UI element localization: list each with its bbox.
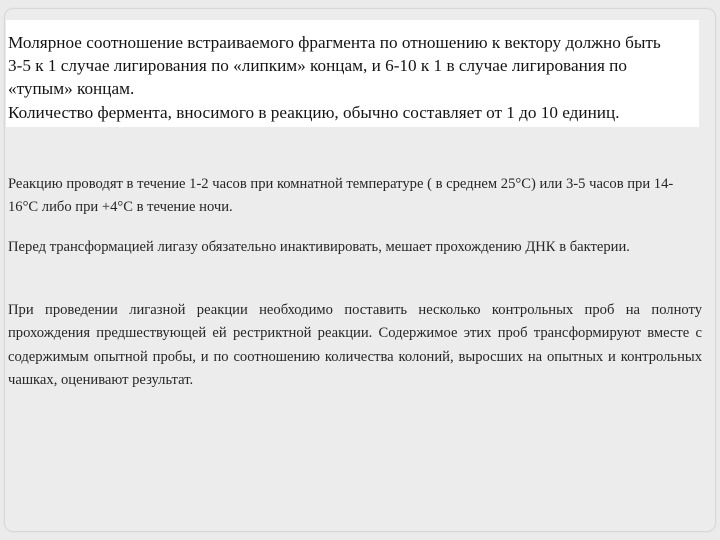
title-line-2: Количество фермента, вносимого в реакцию, обычно составляет от 1 до 10 единиц. [8, 102, 620, 122]
paragraph-ligase-inactivation: Перед трансформацией лигазу обязательно инактивировать, мешает прохождению ДНК в бактерии. [8, 239, 630, 255]
paragraph-reaction-conditions: Реакцию проводят в течение 1-2 часов при комнатной температуре ( в среднем 25°C) или 3-5 часов при 14-16°C либо при +4°C в течение ночи. [8, 176, 674, 216]
paragraph-control-samples: При проведении лигазной реакции необходимо поставить несколько контрольных проб на полноту прохождения предшествующей ей рестриктной реакции. Содержимое этих проб трансформируют вместе с содержимым опытной пробы, и по соотношению количества колоний, выросших на опытных и контрольных чашках, оценивают результат. [8, 302, 702, 389]
slide-title [8, 31, 678, 124]
title-line-1: Молярное соотношение встраиваемого фрагмента по отношению к вектору должно быть 3-5 к 1 случае лигирования по «липким» концам, и 6-10 к 1 в случае лигирования по «тупым» концам. [8, 33, 661, 99]
